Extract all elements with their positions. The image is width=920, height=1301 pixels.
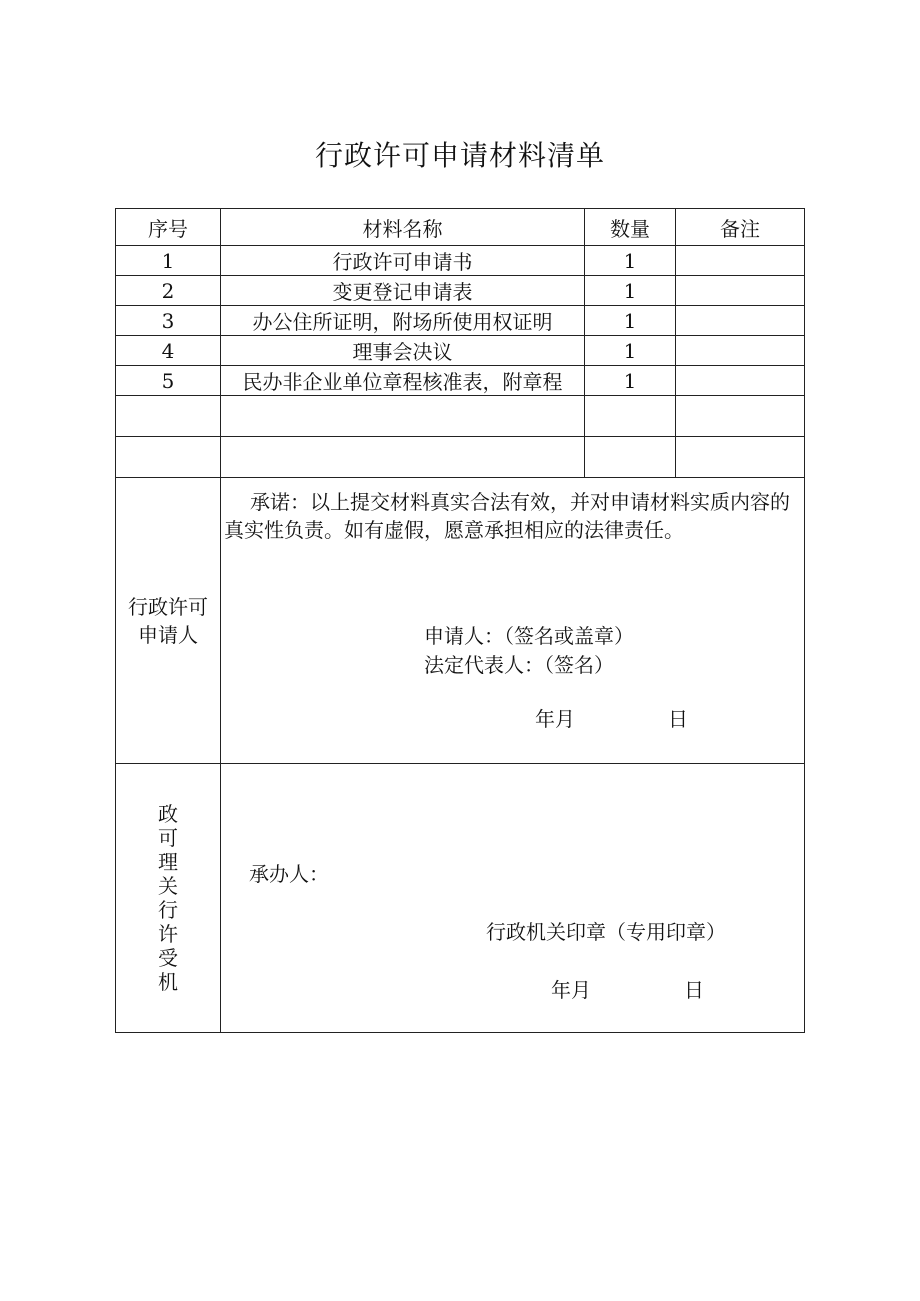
applicant-date-day: 日 <box>668 707 688 731</box>
office-label-vertical <box>157 802 179 994</box>
empty-cell <box>221 396 585 437</box>
row-qty: 1 <box>585 246 676 276</box>
office-label-char: 许 <box>158 922 178 946</box>
promise-text: 承诺：以上提交材料真实合法有效，并对申请材料实质内容的真实性负责。如有虚假，愿意承担相应的法律责任。 <box>224 490 790 542</box>
row-note <box>676 306 805 336</box>
row-name: 行政许可申请书 <box>221 246 585 276</box>
empty-cell <box>585 437 676 478</box>
office-label-char: 可 <box>158 826 178 850</box>
applicant-label <box>116 478 221 764</box>
empty-cell <box>116 396 221 437</box>
applicant-content <box>221 478 805 764</box>
row-seq: 1 <box>116 246 221 276</box>
empty-cell <box>585 396 676 437</box>
row-note <box>676 246 805 276</box>
applicant-section <box>116 478 805 764</box>
office-date-day: 日 <box>684 978 704 1002</box>
row-qty: 1 <box>585 366 676 396</box>
header-qty: 数量 <box>585 209 676 246</box>
empty-row <box>116 396 805 437</box>
empty-cell <box>221 437 585 478</box>
table-row <box>116 306 805 336</box>
row-name: 民办非企业单位章程核准表，附章程 <box>221 366 585 396</box>
applicant-label-line1: 行政许可 <box>128 594 208 619</box>
office-label <box>116 764 221 1033</box>
office-label-char: 受 <box>158 946 178 970</box>
table-row <box>116 246 805 276</box>
table-row <box>116 336 805 366</box>
empty-cell <box>676 396 805 437</box>
table-row <box>116 276 805 306</box>
office-label-char: 行 <box>158 898 178 922</box>
materials-table <box>115 208 805 1033</box>
row-seq: 3 <box>116 306 221 336</box>
row-qty: 1 <box>585 336 676 366</box>
row-note <box>676 336 805 366</box>
header-seq: 序号 <box>116 209 221 246</box>
row-name: 变更登记申请表 <box>221 276 585 306</box>
empty-row <box>116 437 805 478</box>
applicant-signature: 申请人：（签名或盖章） <box>424 624 634 648</box>
row-qty: 1 <box>585 306 676 336</box>
header-row <box>116 209 805 246</box>
row-qty: 1 <box>585 276 676 306</box>
row-seq: 2 <box>116 276 221 306</box>
row-seq: 4 <box>116 336 221 366</box>
empty-cell <box>676 437 805 478</box>
row-name: 理事会决议 <box>221 336 585 366</box>
applicant-date-year-month: 年月 <box>535 707 575 731</box>
office-label-char: 关 <box>158 874 178 898</box>
table-row <box>116 366 805 396</box>
office-label-char: 机 <box>158 970 178 994</box>
office-date-year-month: 年月 <box>551 978 591 1002</box>
row-note <box>676 276 805 306</box>
legal-representative-signature: 法定代表人：（签名） <box>424 653 614 677</box>
office-label-char: 政 <box>158 802 178 826</box>
page-title: 行政许可申请材料清单 <box>314 139 605 172</box>
office-content <box>221 764 805 1033</box>
empty-cell <box>116 437 221 478</box>
handler-signature: 承办人： <box>249 862 329 886</box>
office-label-char: 理 <box>158 850 178 874</box>
row-name: 办公住所证明，附场所使用权证明 <box>221 306 585 336</box>
applicant-label-line2: 申请人 <box>138 622 198 647</box>
row-seq: 5 <box>116 366 221 396</box>
header-name: 材料名称 <box>221 209 585 246</box>
office-seal: 行政机关印章（专用印章） <box>486 920 726 944</box>
row-note <box>676 366 805 396</box>
header-note: 备注 <box>676 209 805 246</box>
office-section <box>116 764 805 1033</box>
